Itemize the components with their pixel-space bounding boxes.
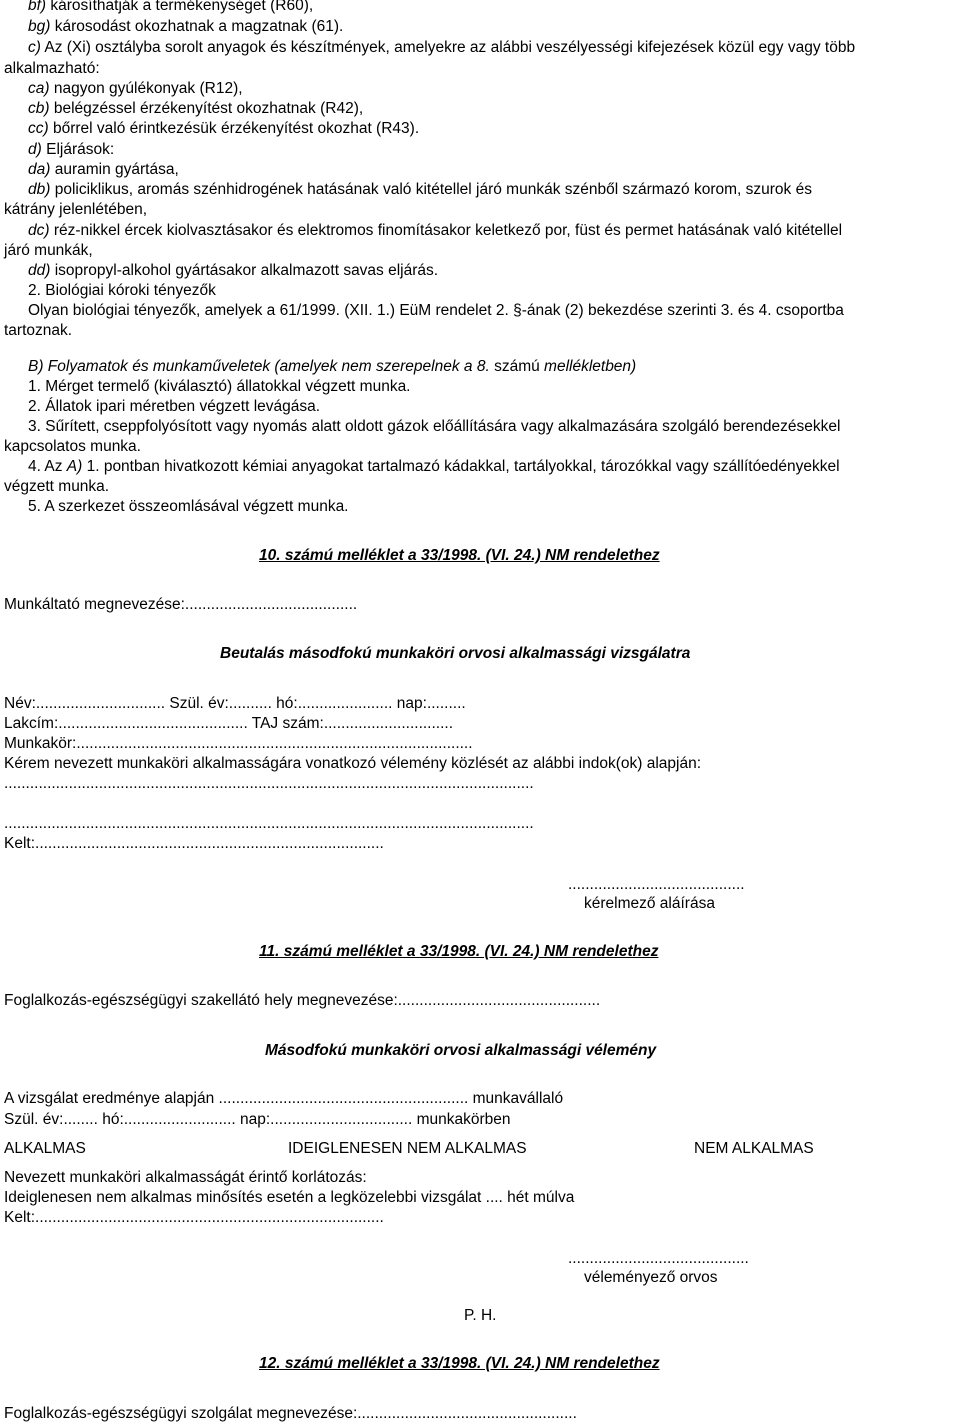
job-field[interactable]: Munkakör:............................................................................................ xyxy=(4,735,473,752)
item-bf: bf) károsíthatják a termékenységet (R60), xyxy=(28,0,314,14)
item-da: da) auramin gyártása, xyxy=(28,161,179,178)
item-2-text-line2: tartoznak. xyxy=(4,322,73,339)
item-db-line2: kátrány jelenlétében, xyxy=(4,201,148,218)
provider-name-field[interactable]: Foglalkozás-egészségügyi szakellátó hely megnevezése:............................................... xyxy=(4,992,601,1009)
option-unfit[interactable]: NEM ALKALMAS xyxy=(694,1140,814,1157)
item-db-line1: db) policiklikus, aromás szénhidrogének hatásának való kitétellel járó munkák szénből származó korom, szurok és xyxy=(28,181,812,198)
annex-10-title: Beutalás másodfokú munkaköri orvosi alkalmassági vizsgálatra xyxy=(220,645,691,662)
exam-result-field[interactable]: A vizsgálat eredménye alapján .......................................................... munkavállaló xyxy=(4,1090,564,1107)
signature-line[interactable]: ......................................... xyxy=(568,876,745,893)
section-b-item-5: 5. A szerkezet összeomlásával végzett munka. xyxy=(28,498,349,515)
item-cc: cc) bőrrel való érintkezésük érzékenyítést okozhat (R43). xyxy=(28,120,420,137)
section-b-item-2: 2. Állatok ipari méretben végzett levágása. xyxy=(28,398,321,415)
section-b-item-1: 1. Mérget termelő (kiválasztó) állatokkal végzett munka. xyxy=(28,378,411,395)
item-dc-line2: járó munkák, xyxy=(4,242,93,259)
item-ca: ca) nagyon gyúlékonyak (R12), xyxy=(28,80,243,97)
item-cb: cb) belégzéssel érzékenyítést okozhatnak (R42), xyxy=(28,100,364,117)
employer-name-field[interactable]: Munkáltató megnevezése:........................................ xyxy=(4,596,358,613)
section-b-item-4-line2: végzett munka. xyxy=(4,478,110,495)
item-dd: dd) isopropyl-alkohol gyártásakor alkalmazott savas eljárás. xyxy=(28,262,439,279)
annex-10-heading: 10. számú melléklet a 33/1998. (VI. 24.) NM rendelethez xyxy=(259,547,660,564)
date-field[interactable]: Kelt:................................................................................. xyxy=(4,835,384,852)
signature-label: kérelmező aláírása xyxy=(584,895,715,912)
option-fit[interactable]: ALKALMAS xyxy=(4,1140,86,1157)
item-c-line1: c) Az (Xi) osztályba sorolt anyagok és készítmények, amelyekre az alábbi veszélyességi kifejezések közül egy vagy több xyxy=(28,39,856,56)
name-birth-field[interactable]: Név:.............................. Szül. év:.......... hó:...................... nap:......... xyxy=(4,695,466,712)
stamp-placeholder: P. H. xyxy=(464,1307,497,1324)
request-text: Kérem nevezett munkaköri alkalmasságára vonatkozó vélemény közlését az alábbi indok(ok) alapján: xyxy=(4,755,702,772)
item-d: d) Eljárások: xyxy=(28,141,115,158)
address-taj-field[interactable]: Lakcím:............................................ TAJ szám:.............................. xyxy=(4,715,454,732)
annex-12-heading: 12. számú melléklet a 33/1998. (VI. 24.) NM rendelethez xyxy=(259,1355,660,1372)
option-temporarily-unfit[interactable]: IDEIGLENESEN NEM ALKALMAS xyxy=(288,1140,527,1157)
doctor-signature-label: véleményező orvos xyxy=(584,1269,718,1286)
reason-field-1[interactable]: ........................................................................................................................... xyxy=(4,775,534,792)
section-b-item-3-line1: 3. Sűrített, cseppfolyósított vagy nyomás alatt oldott gázok előállítására vagy alkalmazására szolgáló berendezésekkel xyxy=(28,418,841,435)
birth-job-field[interactable]: Szül. év:........ hó:.......................... nap:................................. munkakörben xyxy=(4,1111,511,1128)
annex-11-heading: 11. számú melléklet a 33/1998. (VI. 24.) NM rendelethez xyxy=(259,943,659,960)
doctor-signature-line[interactable]: .......................................... xyxy=(568,1250,749,1267)
item-2-text-line1: Olyan biológiai tényezők, amelyek a 61/1999. (XII. 1.) EüM rendelet 2. §-ának (2) bekezdése szerinti 3. és 4. csoportba xyxy=(28,302,844,319)
annex-11-title: Másodfokú munkaköri orvosi alkalmassági vélemény xyxy=(265,1042,657,1059)
service-name-field[interactable]: Foglalkozás-egészségügyi szolgálat megnevezése:................................................... xyxy=(4,1405,577,1422)
date-field-2[interactable]: Kelt:................................................................................. xyxy=(4,1209,384,1226)
item-bg: bg) károsodást okozhatnak a magzatnak (61). xyxy=(28,18,344,35)
item-2-title: 2. Biológiai kóroki tényezők xyxy=(28,282,216,299)
section-b-item-4-line1: 4. Az A) 1. pontban hivatkozott kémiai anyagokat tartalmazó kádakkal, tartályokkal, tározókkal vagy szállítóedényekkel xyxy=(28,458,840,475)
section-b-title: B) Folyamatok és munkaműveletek (amelyek nem szerepelnek a 8. számú mellékletben) xyxy=(28,358,637,375)
restriction-text: Nevezett munkaköri alkalmasságát érintő korlátozás: xyxy=(4,1169,367,1186)
item-c-line2: alkalmazható: xyxy=(4,60,100,77)
next-exam-field[interactable]: Ideiglenesen nem alkalmas minősítés esetén a legközelebbi vizsgálat .... hét múlva xyxy=(4,1189,575,1206)
section-b-item-3-line2: kapcsolatos munka. xyxy=(4,438,141,455)
reason-field-2[interactable]: ........................................................................................................................... xyxy=(4,815,534,832)
item-dc-line1: dc) réz-nikkel ércek kiolvasztásakor és elektromos finomításakor keletkező por, füst és permet hatásának való kitétellel xyxy=(28,222,843,239)
